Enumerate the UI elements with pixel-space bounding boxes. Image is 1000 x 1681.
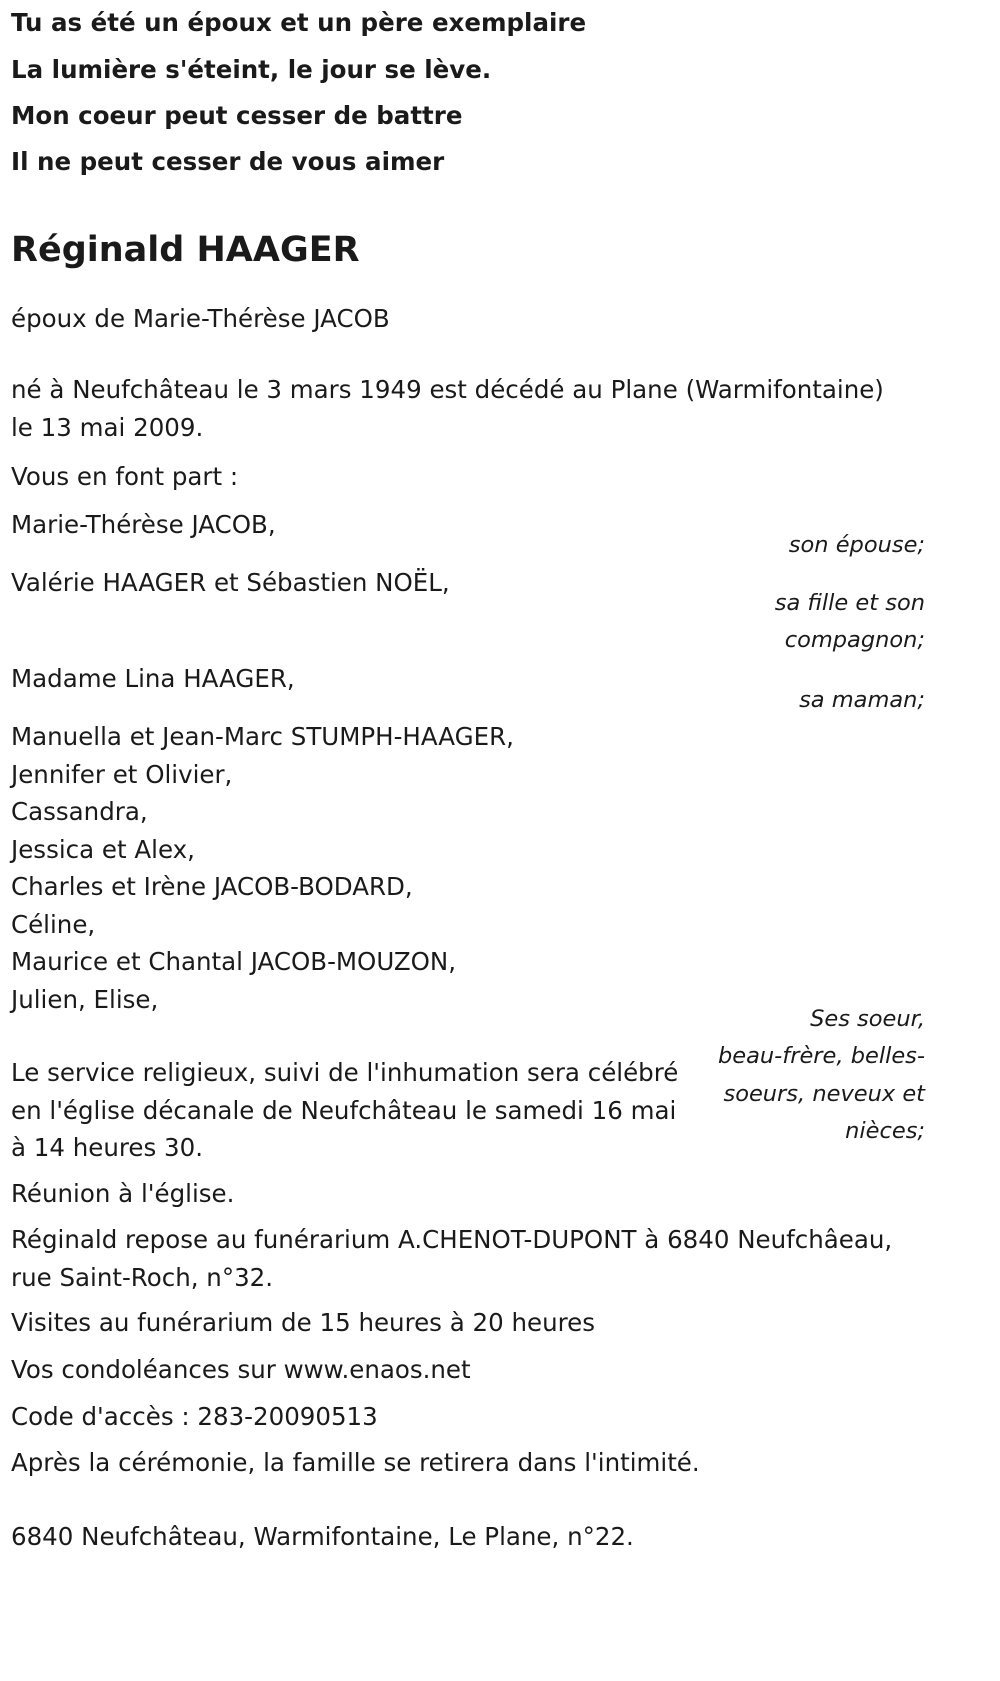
repose-text: Réginald repose au funérarium A.CHENOT-DUPONT à 6840 Neufchâeau, rue Saint-Roch, n°32. xyxy=(11,1225,893,1292)
family-names: Valérie HAAGER et Sébastien NOËL, xyxy=(11,568,450,597)
family-role: compagnon; xyxy=(784,627,925,653)
poem-line: Mon coeur peut cesser de battre xyxy=(11,101,463,130)
family-names: Marie-Thérèse JACOB, xyxy=(11,510,276,539)
poem-line: La lumière s'éteint, le jour se lève. xyxy=(11,55,492,84)
list-item: Charles et Irène JACOB-BODARD, xyxy=(11,872,413,901)
poem-line: Tu as été un époux et un père exemplaire xyxy=(11,8,587,37)
relatives-role: beau-frère, belles- xyxy=(717,1043,925,1069)
list-item: Julien, Elise, xyxy=(11,984,159,1014)
reunion-line: Réunion à l'église. xyxy=(11,1179,235,1208)
list-item: Cassandra, xyxy=(11,797,148,826)
access-code-line: Code d'accès : 283-20090513 xyxy=(11,1402,378,1431)
list-item: Jennifer et Olivier, xyxy=(11,759,233,789)
visits-line: Visites au funérarium de 15 heures à 20 heures xyxy=(11,1308,595,1337)
relatives-role: nièces; xyxy=(845,1118,925,1144)
deceased-name: Réginald HAAGER xyxy=(11,230,360,270)
spouse-line: époux de Marie-Thérèse JACOB xyxy=(11,304,390,333)
service-text: Le service religieux, suivi de l'inhumation sera célébré en l'église décanale de Neufchâteau le samedi 16 mai à 14 heures 30. xyxy=(11,1058,679,1162)
announce-line: Vous en font part : xyxy=(11,462,239,491)
list-item: Céline, xyxy=(11,909,96,939)
family-names: Madame Lina HAAGER, xyxy=(11,664,295,693)
family-role: sa fille et son xyxy=(774,590,925,616)
family-role: sa maman; xyxy=(799,687,925,713)
relatives-role: soeurs, neveux et xyxy=(723,1081,925,1107)
list-item: Jessica et Alex, xyxy=(11,834,195,864)
after-ceremony-line: Après la cérémonie, la famille se retirera dans l'intimité. xyxy=(11,1448,700,1477)
birth-death-text: né à Neufchâteau le 3 mars 1949 est décédé au Plane (Warmifontaine) le 13 mai 2009. xyxy=(11,375,884,442)
condolences-line: Vos condoléances sur www.enaos.net xyxy=(11,1355,471,1384)
list-item: Manuella et Jean-Marc STUMPH-HAAGER, xyxy=(11,722,514,751)
relatives-role: Ses soeur, xyxy=(810,1006,925,1032)
address-line: 6840 Neufchâteau, Warmifontaine, Le Plane, n°22. xyxy=(11,1522,634,1551)
poem-line: Il ne peut cesser de vous aimer xyxy=(11,147,445,176)
relatives-list xyxy=(11,718,514,1018)
list-item: Maurice et Chantal JACOB-MOUZON, xyxy=(11,947,457,976)
family-role: son épouse; xyxy=(788,532,925,558)
